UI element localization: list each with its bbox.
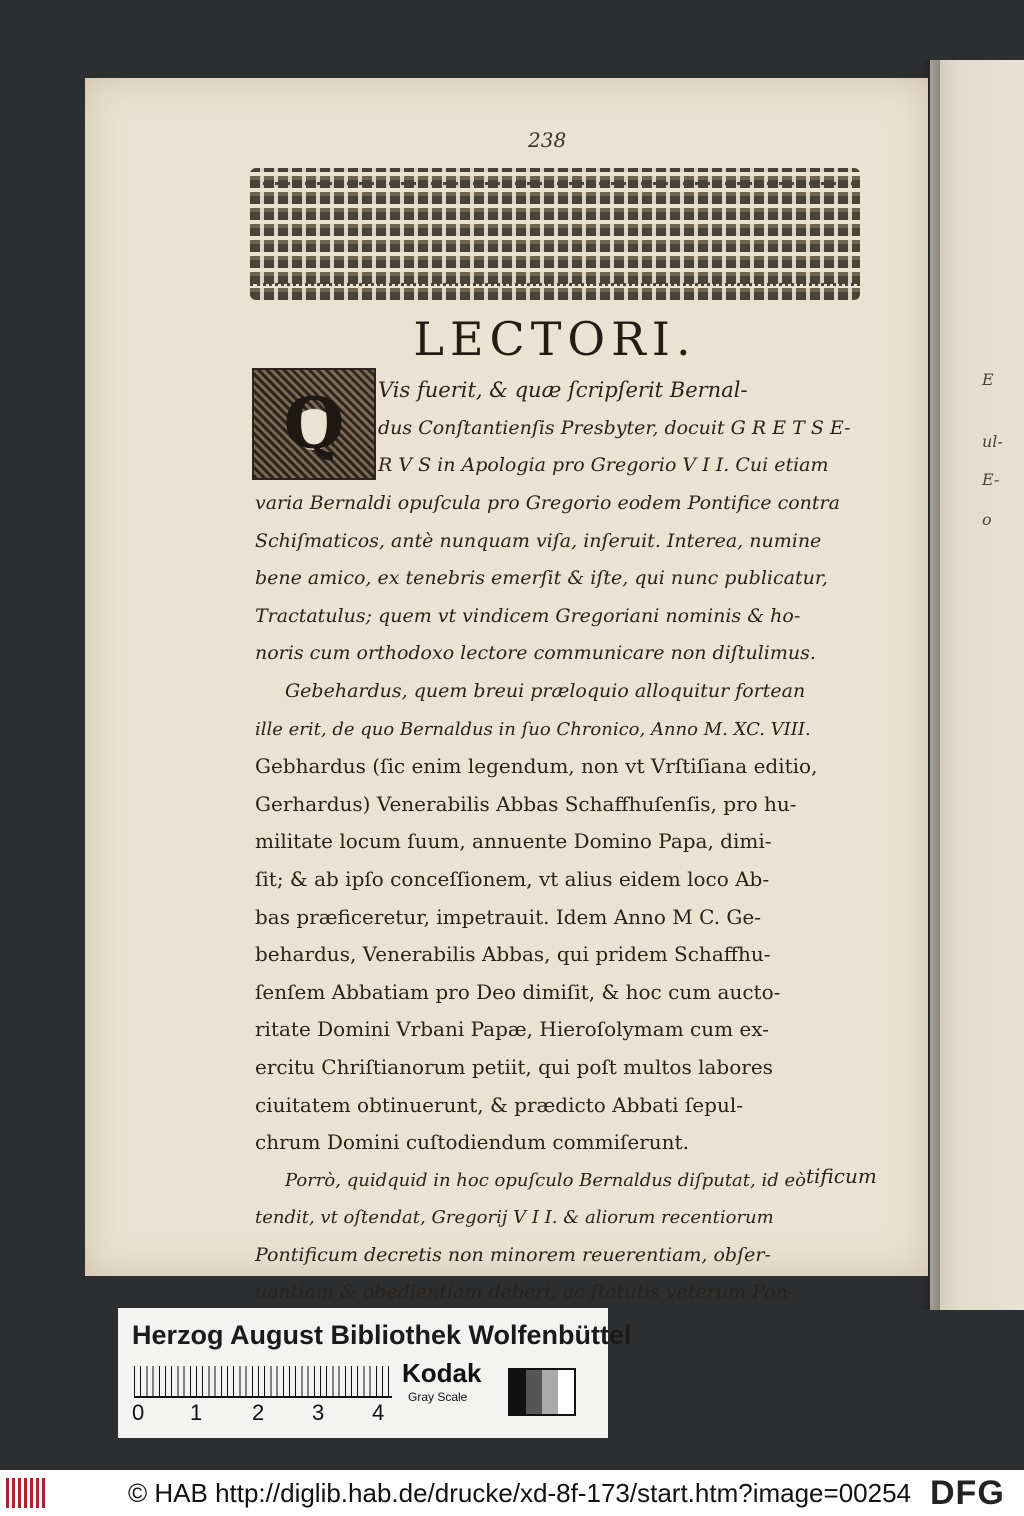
ruler-number: 2 (252, 1400, 265, 1425)
text-line: behardus, Venerabilis Abbas, qui pridem Schaffhu- (255, 942, 771, 967)
facing-page-edge: E ul- E- o (930, 60, 1024, 1310)
ruler-number: 0 (132, 1400, 145, 1425)
catchword: tificum (806, 1164, 877, 1188)
text-line: Pontificum decretis non minorem reuerentiam, obſer- (255, 1243, 771, 1266)
lead-paragraph (378, 372, 860, 485)
text-line: Gebhardus (ſic enim legendum, non vt Vrſtiſiana editio, (255, 754, 818, 779)
decorated-initial (252, 368, 376, 480)
text-line: tendit, vt oſtendat, Gregorij V I I. & aliorum recentiorum (255, 1207, 774, 1229)
page-heading: LECTORI. (413, 312, 697, 366)
text-line: chrum Domini cuſtodiendum commiſerunt. (255, 1130, 689, 1155)
ruler-number: 4 (372, 1400, 385, 1425)
text-line: Vis fuerit, & quæ ſcripſerit Bernal- (378, 378, 748, 402)
text-line: ſenſem Abbatiam pro Deo dimiſit, & hoc cum aucto- (255, 979, 781, 1004)
text-line: ille erit, de quo Bernaldus in ſuo Chronico, Anno M. XC. VIII. (255, 718, 811, 740)
ruler-number: 1 (190, 1400, 203, 1425)
text-line: Porrò, quidquid in hoc opuſculo Bernaldus diſputat, id eò (285, 1169, 806, 1191)
text-line: Schiſmaticos, antè nunquam viſa, inſeruit. Interea, numine (255, 529, 822, 552)
text-line: bas præficeretur, impetrauit. Idem Anno M C. Ge- (255, 904, 762, 929)
text-line: ercitu Chriſtianorum petiit, qui poſt multos labores (255, 1054, 773, 1079)
text-line: Tractatulus; quem vt vindicem Gregoriani nominis & ho- (255, 604, 801, 627)
text-line: uantiam & obedientiam deberi, ac ſtatutis veterum Pon- (255, 1281, 795, 1304)
hab-logo-icon (6, 1478, 46, 1508)
ruler-number: 3 (312, 1400, 325, 1425)
page-number: 238 (528, 128, 567, 152)
text-line: noris cum orthodoxo lectore communicare non diſtulimus. (255, 642, 816, 665)
text-line: bene amico, ex tenebris emerſit & iſte, qui nunc publicatur, (255, 567, 828, 590)
gray-scale-caption: Gray Scale (408, 1390, 468, 1404)
footer-bar (0, 1470, 1024, 1516)
source-link[interactable]: © HAB http://diglib.hab.de/drucke/xd-8f-173/start.htm?image=00254 (128, 1478, 911, 1508)
text-line: ſit; & ab ipſo conceſſionem, vt alius eidem loco Ab- (255, 866, 770, 891)
text-line: ciuitatem obtinuerunt, & prædicto Abbati ſepul- (255, 1092, 743, 1117)
text-line: dus Conſtantienſis Presbyter, docuit G R E T S E- (378, 416, 851, 439)
kodak-logo: Kodak (402, 1358, 482, 1388)
body-text (255, 485, 860, 1312)
text-line: Gerhardus) Venerabilis Abbas Schaffhuſenſis, pro hu- (255, 791, 797, 816)
library-color-label (118, 1308, 632, 1438)
ornamental-headpiece (250, 168, 860, 300)
text-line: ritate Domini Vrbani Papæ, Hieroſolymam cum ex- (255, 1017, 769, 1042)
text-line: varia Bernaldi opuſcula pro Gregorio eodem Pontifice contra (255, 492, 840, 514)
initial-letter: Q (283, 382, 345, 465)
text-line: militate locum ſuum, annuente Domino Papa, dimi- (255, 829, 772, 854)
gray-swatches (508, 1368, 576, 1416)
text-line: Gebehardus, quem breui præloquio alloquitur fortean (285, 679, 806, 702)
library-name: Herzog August Bibliothek Wolfenbüttel (132, 1320, 632, 1350)
dfg-logo: DFG (930, 1474, 1005, 1512)
text-line: R V S in Apologia pro Gregorio V I I. Cui etiam (378, 454, 829, 477)
scale-ruler (134, 1366, 392, 1398)
